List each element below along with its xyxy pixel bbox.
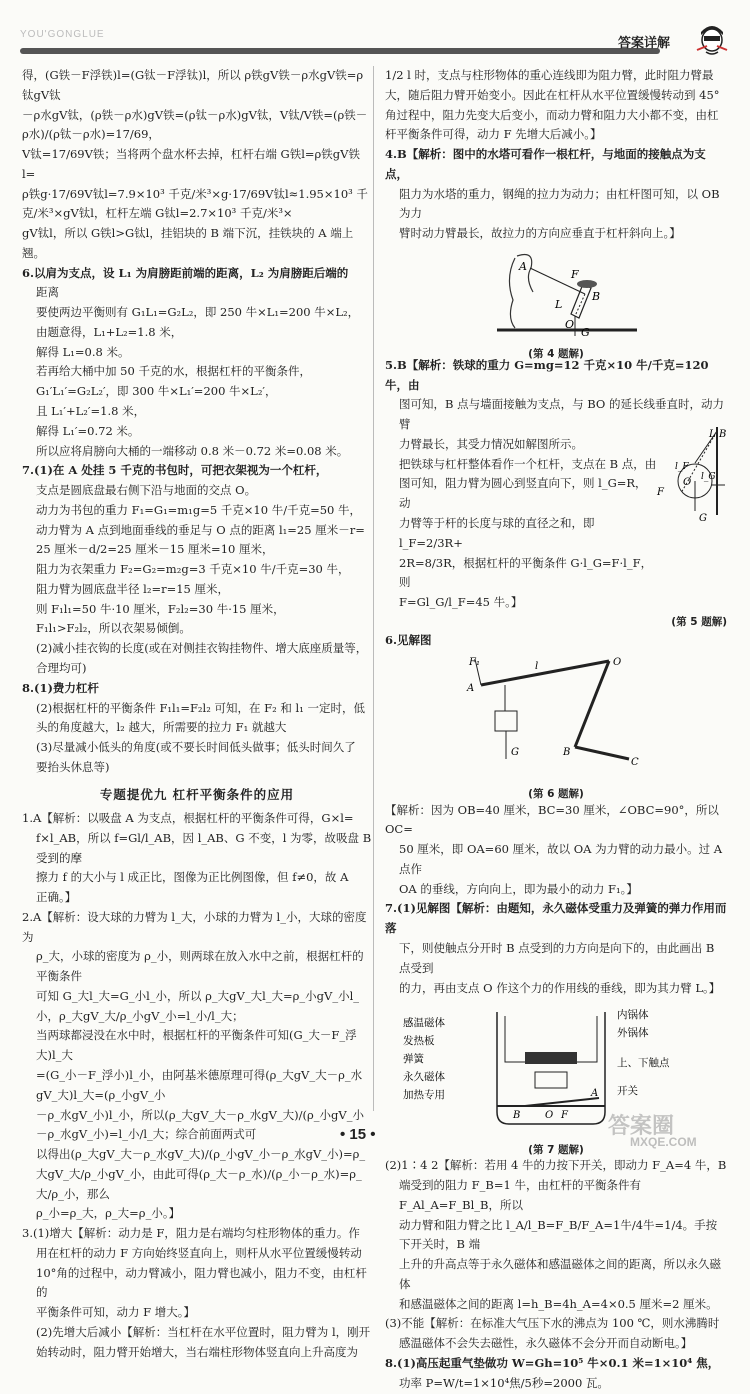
text-line: 若再给大桶中加 50 千克的水，根据杠杆的平衡条件， (36, 364, 311, 379)
text-line: 图可知，阻力臂为圆心到竖直向下，则 l_G=R，动 (399, 476, 647, 511)
text-line: 2R=8/3R，根据杠杆的平衡条件 G·l_G=F·l_F，则 (399, 555, 653, 590)
text-line: (2)1∶4 2【解析：若用 4 牛的力按下开关，即动力 F_A=4 牛，B (385, 1158, 727, 1173)
text-line: 支点是圆底盘最右侧下沿与地面的交点 O。 (36, 483, 257, 498)
label-f1: F₁ (469, 656, 480, 668)
fig7-label: 内锅体 (617, 1009, 649, 1022)
fig7-label: 加热专用 (403, 1089, 445, 1102)
text-line: (3)尽量减小低头的角度(或不要长时间低头做事；低头时间久了 (36, 740, 356, 755)
text-line: 大，随后阻力臂开始变小。因此在杠杆从水平位置缓慢转动到 45° (385, 87, 720, 102)
text-line: 动力臂为 A 点到地面垂线的垂足与 O 点的距离 l₁=25 厘米－r= (36, 522, 365, 537)
text-line: 【解析：因为 OB=40 厘米，BC=30 厘米，∠OBC=90°，所以 OC= (385, 802, 719, 837)
text-line: 和感温磁体之间的距离 l=h_B=4h_A=4×0.5 厘米=2 厘米。 (399, 1296, 718, 1311)
text-line: 下，则使触点分开时 B 点受到的力方向是向下的，由此画出 B 点受到 (399, 941, 715, 975)
text-line: 解得 L₁′=0.72 米。 (36, 423, 140, 438)
text-line: 头的角度越大，l₂ 越大，所需要的拉力 F₁ 就越大 (36, 720, 287, 735)
text-line: 7.(1)在 A 处挂 5 千克的书包时，可把衣架视为一个杠杆， (22, 463, 328, 478)
label-l: l (535, 660, 539, 672)
figure-6 (385, 655, 727, 801)
text-line: 感温磁体不会失去磁性，永久磁体不会分开而自动断电。】 (399, 1336, 693, 1351)
text-line: 力臂最长，其受力情况如解图所示。 (399, 436, 583, 451)
fig7-label: 发热板 (403, 1035, 435, 1048)
text-line: 3.(1)增大【解析：动力是 F，阻力是右端均匀柱形物体的重力。作 (22, 1226, 360, 1241)
text-line: 且 L₁′+L₂′=1.8 米， (36, 404, 146, 419)
text-line: 得，(G铁－F浮铁)l=(G钛－F浮钛)l，所以 ρ铁gV铁－ρ水gV铁=ρ钛gV钛 (22, 68, 364, 102)
fig7-label: 弹簧 (403, 1053, 424, 1066)
text-line: 50 厘米，即 OA=60 厘米，故以 OA 为力臂的动力最小。过 A 点作 (399, 842, 723, 876)
brand-text: YOU'GONGLUE (20, 29, 105, 40)
text-line: OA 的垂线，方向向上，即为最小的动力 F₁。】 (399, 881, 638, 896)
text-line: (2)减小挂衣钩的长度(或在对侧挂衣钩挂物件、增大底座质量等， (36, 641, 368, 656)
text-line: 距离 (36, 285, 59, 300)
fig7-label: 永久磁体 (403, 1071, 445, 1084)
text-line: V钛=17/69V铁；当将两个盘水杯去掉，杠杆右端 G铁l=ρ铁gV铁l= (22, 147, 360, 181)
label-b: B (592, 289, 601, 303)
text-line: 力臂等于杆的长度与球的直径之和，即 l_F=2/3R+ (399, 516, 595, 550)
figure-caption: (第 6 题解) (528, 788, 584, 801)
text-line: 始转动时，阻力臂开始增大，当右端柱形物体竖直向上升高度为 (36, 1344, 358, 1359)
text-line: ρ铁g·17/69V钛l=7.9×10³ 千克/米³×g·17/69V钛l≈1.95×10³ 千 (22, 186, 368, 201)
left-column (22, 66, 372, 1363)
text-line: 端受到的阻力 F_B=1 牛，由杠杆的平衡条件有 F_Al_A=F_Bl_B，所以 (399, 1178, 641, 1212)
text-line: (3)不能【解析：在标准大气压下水的沸点为 100 ℃，则水沸腾时 (385, 1316, 720, 1331)
fig7-label: 感温磁体 (403, 1017, 445, 1030)
fig7-label: 上、下触点 (617, 1057, 670, 1070)
section-title: 专题提优九 杠杆平衡条件的应用 (99, 786, 295, 802)
text-line: 擦力 f 的大小与 l 成正比，图像为正比例图像，但 f≠0，故 A (36, 870, 349, 885)
text-line: 的力，再由支点 O 作这个力的作用线的垂线，即为其力臂 L。】 (399, 980, 721, 995)
text-line: 以得出(ρ_大gV_大－ρ_水gV_大)/(ρ_小gV_小－ρ_水gV_小)=ρ_大gV_大/ρ_小gV_小，由此可得(ρ_大－ρ_水)/(ρ_小－ρ_水)=ρ_大/ρ_小，那么 (36, 1147, 366, 1201)
label-f: F (657, 486, 664, 498)
header-title: 答案详解 (618, 36, 671, 51)
text-line: 正确。】 (36, 890, 77, 905)
label-l: L (709, 428, 716, 440)
label-a: A (591, 1088, 599, 1100)
text-line: 8.(1)费力杠杆 (22, 680, 99, 695)
text-line: 动力为书包的重力 F₁=G₁=m₁g=5 千克×10 牛/千克=50 牛， (36, 502, 362, 517)
page-header (0, 0, 750, 62)
text-line: F₁l₁>F₂l₂，所以衣架易倾倒。 (36, 621, 191, 636)
text-line: 平衡条件可知，动力 F 增大。】 (36, 1305, 196, 1320)
figure-caption: (第 4 题解) (528, 347, 584, 360)
label-f: F (571, 267, 579, 281)
text-line: 克/米³×gV钛l，杠杆左端 G钛l=2.7×10³ 千克/米³× (22, 206, 293, 221)
text-line: 当两球都浸没在水中时，根据杠杆的平衡条件可知(G_大－F_浮大)l_大 (36, 1028, 357, 1063)
text-line: 功率 P=W/t=1×10⁴焦/5秒=2000 瓦。 (399, 1375, 609, 1390)
text-line: －ρ_水gV_小)l_小，所以(ρ_大gV_大－ρ_水gV_大)/(ρ_小gV_小－ρ_水gV_小)=l_小/l_大；综合前面两式可 (36, 1107, 364, 1142)
text-line: 臂时动力臂最长，故拉力的方向应垂直于杠杆斜向上。】 (399, 226, 681, 241)
label-c: C (631, 756, 639, 768)
text-line: 杆平衡条件可得，动力 F 先增大后减小。】 (385, 127, 602, 142)
text-line: 7.(1)见解图【解析：由题知，永久磁体受重力及弹簧的弹力作用而落 (385, 901, 727, 936)
figure-caption: (第 5 题解) (671, 615, 727, 628)
text-line: 则 F₁l₁=50 牛·10 厘米，F₂l₂=30 牛·15 厘米， (36, 601, 285, 616)
text-line: 8.(1)高压起重气垫做功 W=Gh=10⁵ 牛×0.1 米=1×10⁴ 焦， (385, 1355, 720, 1370)
label-b: B (563, 746, 571, 758)
text-line: f×l_AB，所以 f=Gl/l_AB，因 l_AB、G 不变，l 为零，故吸盘 B 受到的摩 (36, 830, 372, 865)
text-line: 解得 L₁=0.8 米。 (36, 344, 130, 359)
text-line: ρ_小=ρ_大，ρ_大=ρ_小。】 (36, 1206, 181, 1221)
text-line: 1/2 l 时，支点与柱形物体的重心连线即为阻力臂，此时阻力臂最 (385, 68, 714, 82)
figure-caption: (第 7 题解) (528, 1144, 584, 1157)
watermark-logo: 答案圈 (608, 1114, 675, 1139)
text-line: 要使两边平衡则有 G₁L₁=G₂L₂，即 250 牛×L₁=200 牛×L₂， (36, 305, 360, 320)
label-l: L (555, 297, 563, 311)
label-o: O (683, 476, 692, 488)
figure-4 (385, 248, 727, 360)
text-line: 合理均可) (36, 660, 87, 675)
text-line: 4.B【解析：图中的水塔可看作一根杠杆，与地面的接触点为支点， (385, 147, 706, 181)
text-line: (2)先增大后减小【解析：当杠杆在水平位置时，阻力臂为 l，刚开 (36, 1324, 371, 1339)
text-line: 图可知，B 点与墙面接触为支点，与 BO 的延长线垂直时，动力臂 (399, 397, 725, 432)
text-line: 5.B【解析：铁球的重力 G=mg=12 千克×10 牛/千克=120 牛，由 (385, 357, 709, 392)
column-divider (373, 66, 374, 1111)
text-line: 所以应将肩膀向大桶的一端移动 0.8 米－0.72 米=0.08 米。 (36, 443, 349, 458)
label-o: O (613, 656, 622, 668)
text-line: G₁′L₁′=G₂L₂′，即 300 牛×L₁′=200 牛×L₂′， (36, 384, 277, 399)
text-line: 6.见解图 (385, 632, 432, 647)
text-line: 25 厘米－d/2=25 厘米－15 厘米=10 厘米， (36, 542, 274, 557)
text-line: 阻力为衣架重力 F₂=G₂=m₂g=3 千克×10 牛/千克=30 牛， (36, 562, 350, 577)
label-o: O (565, 317, 575, 331)
mascot-icon (692, 22, 732, 58)
label-b: B (513, 1110, 521, 1122)
text-line: F=Gl_G/l_F=45 牛。】 (399, 595, 523, 610)
watermark-url: MXQE.COM (630, 1135, 697, 1149)
header-bar (20, 48, 660, 54)
figure-7 (385, 1002, 727, 1157)
text-line: =(G_小－F_浮小)l_小，由阿基米德原理可得(ρ_大gV_大－ρ_水gV_大)l_大=(ρ_小gV_小 (36, 1068, 363, 1102)
figure-5-diagram (655, 423, 727, 527)
text-line: 10°角的过程中，动力臂减小，阻力臂也减小，阻力不变，由杠杆的 (36, 1265, 367, 1300)
fig7-label: 开关 (617, 1085, 638, 1098)
text-line: 用在杠杆的动力 F 方向始终竖直向上，则杆从水平位置缓慢转动 (36, 1245, 362, 1260)
label-a: A (467, 682, 475, 694)
right-column (385, 66, 727, 1394)
label-o: O (545, 1110, 554, 1122)
text-line: 阻力为水塔的重力，钢绳的拉力为动力；由杠杆图可知，以 OB 为力 (399, 186, 720, 221)
text-line: 把铁球与杠杆整体看作一个杠杆，支点在 B 点，由 (399, 456, 657, 471)
fig7-label: 外锅体 (617, 1027, 649, 1040)
label-a: A (519, 259, 527, 273)
text-line: 1.A【解析：以吸盘 A 为支点，根据杠杆的平衡条件可得，G×l= (22, 811, 354, 826)
figure-6-diagram (385, 655, 727, 779)
label-g: G (699, 512, 707, 524)
text-line: 由题意得，L₁+L₂=1.8 米， (36, 324, 183, 339)
label-g: G (511, 746, 519, 758)
text-line: －ρ水gV钛，(ρ铁－ρ水)gV铁=(ρ钛－ρ水)gV钛，V钛/V铁=(ρ铁－ρ水)/(ρ钛－ρ水)=17/69， (22, 107, 368, 142)
label-lg: l_G (701, 471, 716, 482)
label-lf: l_F (675, 461, 689, 472)
text-line: ρ_大，小球的密度为 ρ_小，则两球在放入水中之前，根据杠杆的平衡条件 (36, 949, 364, 984)
text-line: 要抬头休息等) (36, 759, 110, 774)
text-line: 阻力臂为圆底盘半径 l₂=r=15 厘米， (36, 581, 229, 596)
figure-7-diagram (385, 1002, 727, 1134)
page-number: • 15 • (340, 1126, 376, 1143)
label-g: G (581, 325, 590, 338)
text-line: 动力臂和阻力臂之比 l_A/l_B=F_B/F_A=1牛/4牛=1/4。手按下开关时，B 端 (399, 1217, 718, 1252)
text-line: 可知 G_大l_大=G_小l_小，所以 ρ_大gV_大l_大=ρ_小gV_小l_小，ρ_大gV_大/ρ_小gV_小=l_小/l_大； (36, 988, 360, 1023)
text-line: (2)根据杠杆的平衡条件 F₁l₁=F₂l₂ 可知，在 F₂ 和 l₁ 一定时，低 (36, 700, 365, 715)
label-f: F (561, 1110, 568, 1122)
label-b: B (719, 428, 727, 440)
text-line: 角过程中，阻力先变大后变小，而动力臂和阻力大小都不变，由杠 (385, 107, 719, 122)
text-line: 上升的升高点等于永久磁体和感温磁体之间的距离，所以永久磁体 (399, 1257, 721, 1291)
text-line: 6.以肩为支点，设 L₁ 为肩膀距前端的距离，L₂ 为肩膀距后端的 (22, 265, 349, 280)
text-line: gV钛l，所以 G铁l>G钛l，挂铝块的 B 端下沉，挂铁块的 A 端上翘。 (22, 226, 354, 260)
text-line: 2.A【解析：设大球的力臂为 l_大，小球的力臂为 l_小，大球的密度为 (22, 909, 367, 944)
figure-4-diagram (385, 248, 727, 338)
